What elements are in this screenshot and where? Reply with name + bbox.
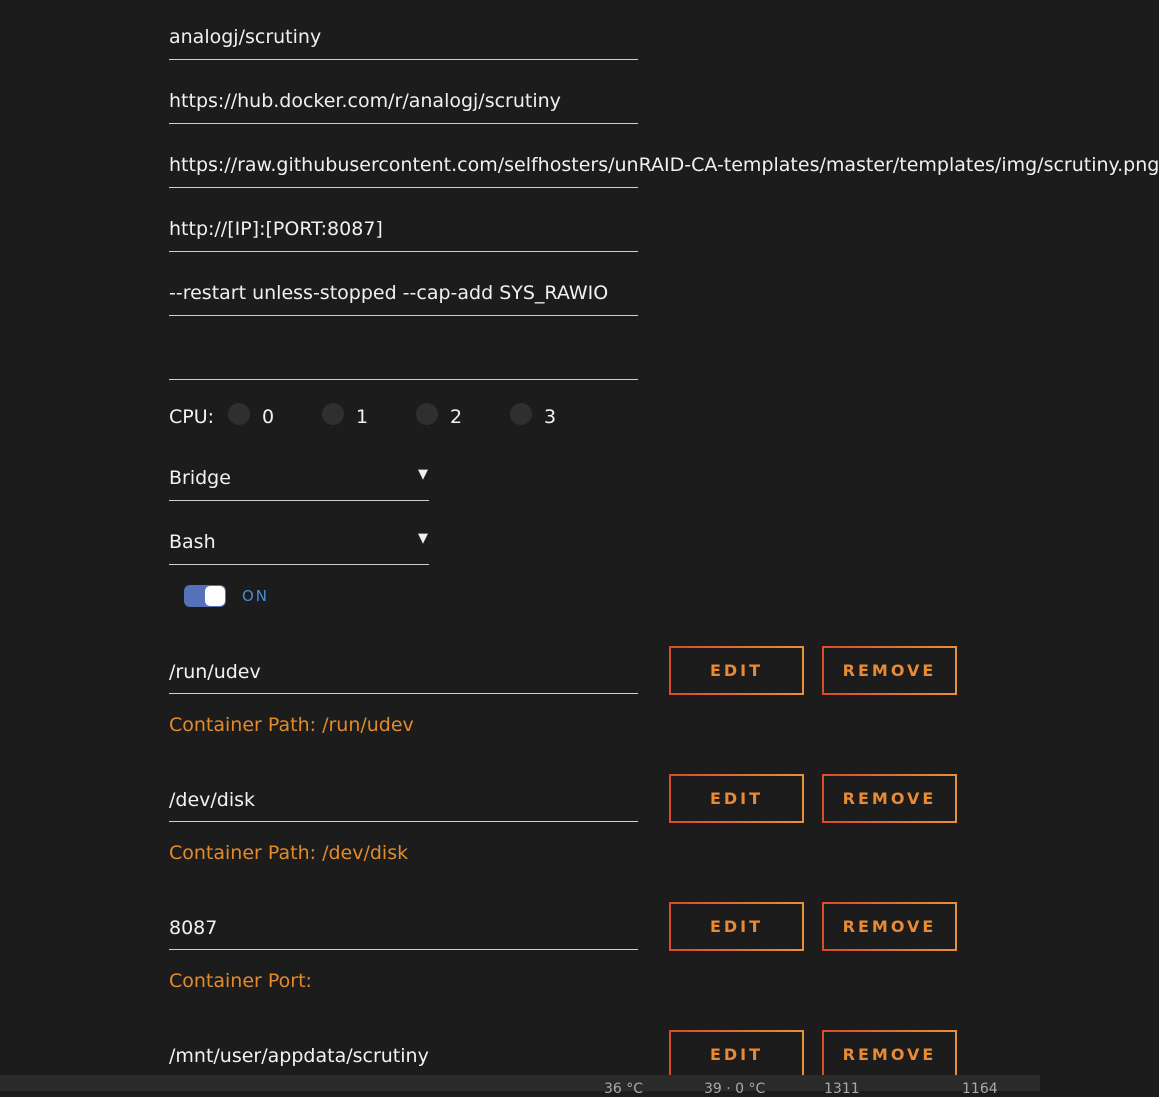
repository-value: analogj/scrutiny xyxy=(169,26,322,48)
edit-button[interactable]: EDIT xyxy=(669,1030,804,1079)
container-port-note: Container Port: xyxy=(169,970,312,992)
privileged-toggle-row xyxy=(184,584,269,608)
cpu-pinning-row xyxy=(169,402,604,432)
network-type-select[interactable] xyxy=(169,465,429,501)
container-path-note: Container Path: /run/udev xyxy=(169,714,414,736)
toggle-knob xyxy=(205,586,225,606)
icon-url-input[interactable] xyxy=(169,152,1159,188)
cpu-core-checkbox[interactable] xyxy=(228,403,250,425)
cpu-core-label: 0 xyxy=(262,406,275,428)
docker-hub-url-value: https://hub.docker.com/r/analogj/scrutiny xyxy=(169,90,561,112)
webui-input[interactable] xyxy=(169,216,638,252)
status-item: 1311 xyxy=(824,1081,860,1097)
cpu-core-label: 3 xyxy=(544,406,557,428)
cpu-core-option[interactable] xyxy=(510,406,604,428)
remove-button[interactable]: REMOVE xyxy=(822,1030,957,1079)
icon-url-value: https://raw.githubusercontent.com/selfhosters/unRAID-CA-templates/master/templates/img/scrutiny.png xyxy=(169,154,1159,176)
host-path-value: /dev/disk xyxy=(169,789,256,811)
edit-button[interactable]: EDIT xyxy=(669,902,804,951)
remove-button[interactable]: REMOVE xyxy=(822,902,957,951)
cpu-core-label: 2 xyxy=(450,406,463,428)
host-path-value: /run/udev xyxy=(169,661,261,683)
remove-button[interactable]: REMOVE xyxy=(822,774,957,823)
remove-button[interactable]: REMOVE xyxy=(822,646,957,695)
cpu-label: CPU: xyxy=(169,406,215,428)
cpu-core-checkbox[interactable] xyxy=(510,403,532,425)
status-item: 36 °C xyxy=(604,1081,644,1097)
network-type-value: Bridge xyxy=(169,467,231,489)
cpu-core-label: 1 xyxy=(356,406,369,428)
edit-button[interactable]: EDIT xyxy=(669,774,804,823)
repository-input[interactable] xyxy=(169,24,638,60)
extra-parameters-value: --restart unless-stopped --cap-add SYS_RAWIO xyxy=(169,282,609,304)
post-arguments-input[interactable] xyxy=(169,344,638,380)
console-shell-select[interactable] xyxy=(169,529,429,565)
host-port-input[interactable] xyxy=(169,903,638,950)
edit-button[interactable]: EDIT xyxy=(669,646,804,695)
cpu-core-checkbox[interactable] xyxy=(322,403,344,425)
console-shell-value: Bash xyxy=(169,531,216,553)
status-bar xyxy=(0,1075,1040,1097)
docker-hub-url-input[interactable] xyxy=(169,88,638,124)
privileged-toggle-label: ON xyxy=(242,587,270,605)
cpu-core-option[interactable] xyxy=(322,406,416,428)
privileged-toggle[interactable] xyxy=(184,585,226,607)
host-path-value: /mnt/user/appdata/scrutiny xyxy=(169,1045,429,1067)
host-path-input[interactable] xyxy=(169,1031,638,1078)
webui-value: http://[IP]:[PORT:8087] xyxy=(169,218,383,240)
container-path-note: Container Path: /dev/disk xyxy=(169,842,409,864)
cpu-core-option[interactable] xyxy=(416,406,510,428)
host-path-input[interactable] xyxy=(169,775,638,822)
status-item: 39 · 0 °C xyxy=(704,1081,766,1097)
status-item: 1164 xyxy=(962,1081,998,1097)
host-port-value: 8087 xyxy=(169,917,218,939)
extra-parameters-input[interactable] xyxy=(169,280,638,316)
host-path-input[interactable] xyxy=(169,647,638,694)
dropdown-arrow-icon: ▼ xyxy=(418,467,428,482)
dropdown-arrow-icon: ▼ xyxy=(418,531,428,546)
cpu-core-checkbox[interactable] xyxy=(416,403,438,425)
cpu-core-option[interactable] xyxy=(228,406,322,428)
